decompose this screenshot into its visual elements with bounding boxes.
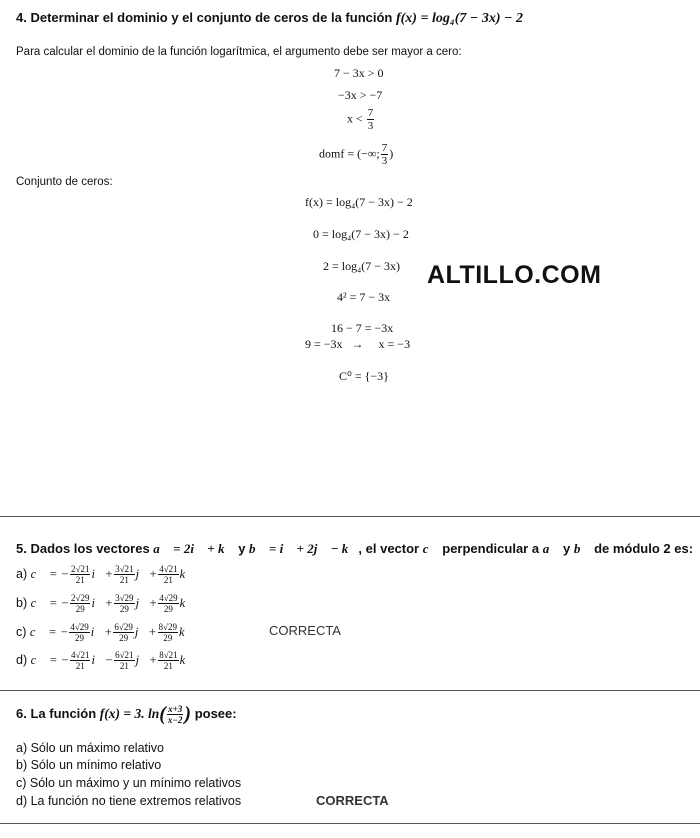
domain-result	[319, 142, 393, 167]
fraction-numerator: 6√29	[114, 622, 133, 632]
unit-j: j⃗	[135, 595, 149, 610]
unit-j: j⃗	[134, 624, 149, 639]
paren-left: (	[159, 703, 166, 725]
dom-step-3	[347, 107, 375, 132]
fraction-denominator: 21	[119, 661, 129, 671]
zero-set: C⁰ = {−3}	[339, 369, 389, 383]
unit-k: k⃗	[179, 566, 195, 581]
vector-c: c⃗	[422, 541, 439, 556]
option-fraction	[114, 564, 134, 585]
zero-step-3: 2 = log₄(7 − 3x)	[323, 259, 401, 273]
q6-option-b: b) Sólo un mínimo relativo	[16, 758, 162, 772]
zero-step-6: 9 = −3x → x = −3	[305, 337, 411, 351]
q5-option-c	[16, 622, 194, 643]
option-fraction	[70, 650, 90, 671]
zero-step-5: 16 − 7 = −3x	[331, 321, 394, 335]
divider	[0, 690, 700, 691]
option-fraction	[114, 650, 134, 671]
dom-step-3-lhs: x <	[347, 111, 363, 126]
q5-title-mid2: perpendicular a	[442, 541, 540, 556]
c-equals: c⃗ = −	[30, 566, 70, 581]
q6-fraction-denominator: x−2	[167, 715, 183, 725]
domain-fraction-denominator: 3	[381, 155, 388, 167]
fraction-denominator: 29	[119, 604, 129, 614]
unit-j: j⃗	[135, 566, 149, 581]
operator: −	[104, 652, 114, 667]
option-fraction	[158, 622, 178, 643]
fraction-numerator: 4√29	[159, 593, 178, 603]
domain-prefix: domf = (−∞;	[319, 146, 380, 161]
q6-fraction	[167, 704, 183, 725]
c-equals: c⃗ = −	[30, 652, 70, 667]
option-label: d)	[16, 652, 28, 667]
c-equals: c⃗ = −	[29, 624, 69, 639]
fraction-numerator: 2√29	[71, 593, 90, 603]
vector-a-ref: a⃗	[542, 541, 560, 556]
divider	[0, 823, 700, 824]
fraction-numerator: 8√21	[159, 650, 178, 660]
fraction-numerator: 4√21	[71, 650, 90, 660]
fraction-numerator: 3√29	[115, 593, 134, 603]
fraction-denominator: 29	[163, 604, 173, 614]
q5-title-mid: , el vector	[358, 541, 420, 556]
zero-step-1: f(x) = log₄(7 − 3x) − 2	[305, 195, 413, 209]
option-label: b)	[16, 595, 28, 610]
q6-title-suffix: posee:	[194, 705, 237, 721]
zero-step-4: 4² = 7 − 3x	[337, 290, 391, 304]
unit-j: j⃗	[135, 652, 149, 667]
unit-i: i⃗	[91, 595, 105, 610]
q5-title-suffix: de módulo 2 es:	[594, 541, 694, 556]
q5-option-b	[16, 593, 195, 614]
q4-title-text: 4. Determinar el dominio y el conjunto de ceros de la función	[16, 10, 393, 25]
fraction-denominator: 21	[75, 575, 85, 585]
zeros-label: Conjunto de ceros:	[16, 176, 113, 188]
fraction-denominator: 3	[367, 120, 374, 132]
dom-step-2: −3x > −7	[338, 88, 383, 102]
q6-fraction-numerator: x+3	[168, 704, 183, 714]
q6-option-a: a) Sólo un máximo relativo	[16, 741, 164, 755]
vector-b-ref: b⃗	[573, 541, 591, 556]
q6-correct-label: CORRECTA	[316, 793, 389, 808]
operator: +	[103, 624, 113, 639]
c-equals: c⃗ = −	[30, 595, 70, 610]
fraction-numerator: 2√21	[71, 564, 90, 574]
q5-conj-y-2: y	[562, 541, 571, 556]
fraction-numerator: 8√29	[158, 622, 177, 632]
fraction	[367, 107, 375, 132]
unit-i: i⃗	[90, 624, 104, 639]
unit-k: k⃗	[178, 624, 195, 639]
domain-fraction	[381, 142, 389, 167]
fraction-numerator: 4√21	[159, 564, 178, 574]
q5-title	[16, 541, 693, 557]
option-label: c)	[16, 624, 27, 639]
fraction-denominator: 29	[119, 633, 129, 643]
q5-option-a	[16, 564, 195, 585]
option-fraction	[114, 593, 134, 614]
vector-a: a⃗ = 2i⃗ + k⃗	[153, 541, 235, 556]
fraction-denominator: 21	[163, 575, 173, 585]
fraction-numerator: 7	[367, 107, 374, 119]
option-fraction	[70, 593, 90, 614]
q6-option-c: c) Sólo un máximo y un mínimo relativos	[16, 776, 242, 790]
vector-b: b⃗ = i⃗ + 2j⃗ − k⃗	[249, 541, 359, 556]
paren-right: )	[184, 703, 192, 725]
option-fraction	[158, 650, 178, 671]
unit-k: k⃗	[179, 652, 195, 667]
watermark: ALTILLO.COM	[427, 261, 602, 289]
option-fraction	[69, 622, 89, 643]
unit-i: i⃗	[91, 652, 105, 667]
operator: +	[148, 652, 158, 667]
fraction-denominator: 21	[163, 661, 173, 671]
operator: +	[104, 566, 114, 581]
q6-title-prefix: 6. La función	[16, 705, 97, 721]
fraction-numerator: 4√29	[70, 622, 89, 632]
q4-intro: Para calcular el dominio de la función logarítmica, el argumento debe ser mayor a cero:	[16, 46, 462, 58]
domain-suffix: )	[389, 146, 394, 161]
q4-function: f(x) = log₄(7 − 3x) − 2	[395, 11, 524, 26]
divider	[0, 516, 700, 517]
fraction-denominator: 21	[75, 661, 85, 671]
option-fraction	[70, 564, 90, 585]
unit-k: k⃗	[179, 595, 195, 610]
domain-fraction-numerator: 7	[381, 142, 388, 154]
fraction-numerator: 6√21	[115, 650, 134, 660]
option-fraction	[158, 564, 178, 585]
q5-correct-label: CORRECTA	[269, 623, 341, 638]
operator: +	[148, 595, 158, 610]
option-fraction	[158, 593, 178, 614]
q5-title-prefix: 5. Dados los vectores	[16, 541, 150, 556]
option-fraction	[113, 622, 133, 643]
fraction-denominator: 29	[75, 604, 85, 614]
q6-function: f(x) = 3. ln	[99, 705, 160, 721]
q5-conj-y: y	[238, 541, 246, 556]
q6-title	[16, 703, 237, 726]
dom-step-1: 7 − 3x > 0	[334, 66, 384, 80]
operator: +	[148, 624, 157, 639]
q5-option-d	[16, 650, 195, 671]
fraction-numerator: 3√21	[115, 564, 134, 574]
q4-title	[16, 10, 523, 27]
operator: +	[148, 566, 158, 581]
fraction-denominator: 29	[163, 633, 173, 643]
option-label: a)	[16, 566, 28, 581]
fraction-denominator: 21	[119, 575, 129, 585]
operator: +	[104, 595, 114, 610]
q6-option-d: d) La función no tiene extremos relativos	[16, 794, 242, 808]
unit-i: i⃗	[91, 566, 105, 581]
fraction-denominator: 29	[75, 633, 85, 643]
zero-step-2: 0 = log₄(7 − 3x) − 2	[313, 227, 409, 241]
